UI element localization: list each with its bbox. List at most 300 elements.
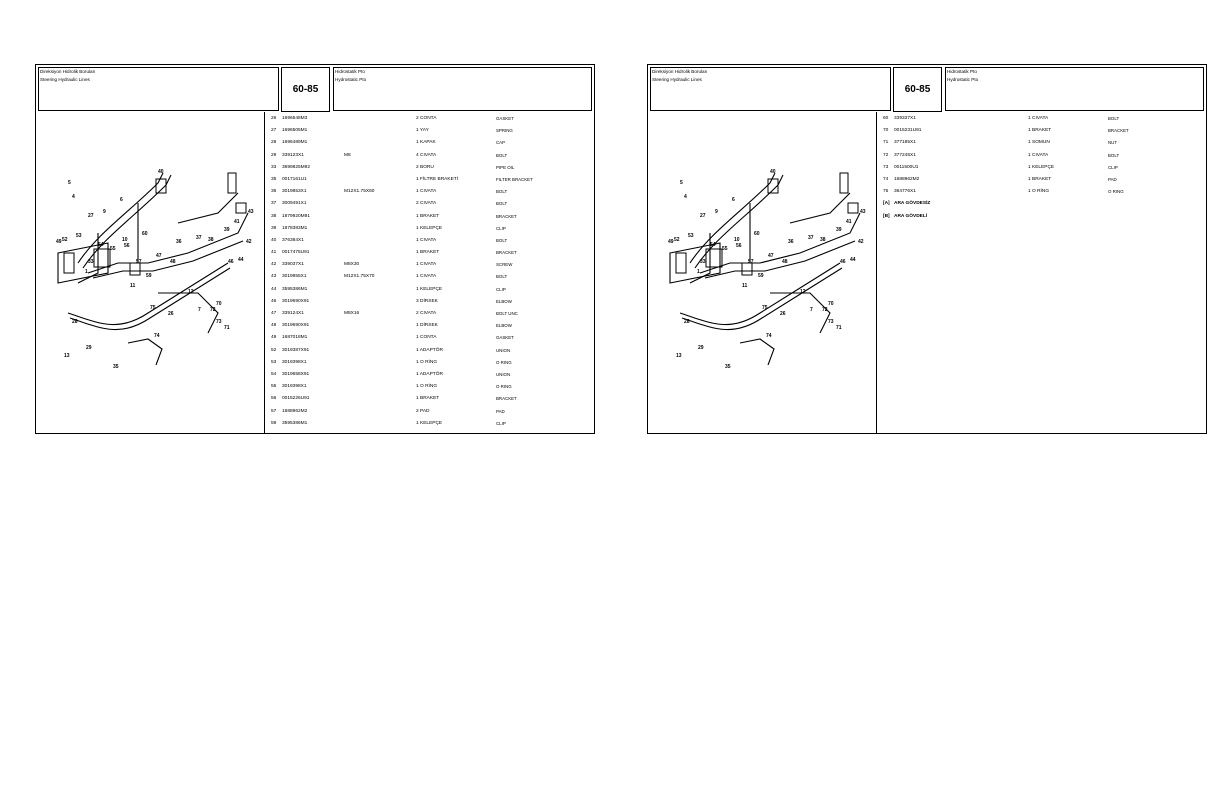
hydraulic-component (840, 173, 848, 193)
callout-label: 70 (828, 301, 834, 307)
part-number: 376384X1 (282, 237, 304, 243)
part-description-tr: 1 KELEPÇE (416, 225, 443, 231)
part-number: 339037X1 (282, 262, 304, 268)
item-number: 41 (271, 250, 277, 256)
part-number: 1688962M2 (894, 176, 920, 182)
parts-row (266, 174, 592, 186)
parts-row (878, 186, 1204, 198)
parts-row (266, 406, 592, 418)
part-number: 3019855X1 (282, 274, 307, 280)
part-description-en: CAP (496, 140, 506, 146)
item-number: 70 (883, 128, 889, 134)
callout-label: 47 (156, 253, 162, 259)
part-description-tr: 1 ADAPTÖR (416, 347, 443, 353)
parts-row (266, 113, 592, 125)
parts-row (266, 211, 592, 223)
parts-row (266, 137, 592, 149)
callout-label: 74 (154, 333, 160, 339)
item-number: 37 (271, 201, 277, 207)
parts-row (266, 357, 592, 369)
callout-label: 27 (700, 213, 706, 219)
parts-row (878, 174, 1204, 186)
part-number: 1878383M1 (282, 225, 308, 231)
callout-label: 12 (188, 289, 194, 295)
part-description-en: ELBOW (496, 298, 512, 304)
part-number: 0017475U91 (282, 250, 310, 256)
part-description-tr: 1 CIVATA (416, 237, 437, 243)
item-number: 38 (271, 213, 277, 219)
part-description-en: CLIP (496, 286, 506, 292)
part-description-tr: 1 KELEPÇE (1028, 164, 1055, 170)
hydraulic-component (228, 173, 236, 193)
callout-label: 48 (782, 259, 788, 265)
item-number: 54 (271, 371, 277, 377)
parts-row (266, 235, 592, 247)
item-number: 35 (271, 176, 277, 182)
item-number: 72 (883, 152, 889, 158)
part-description-tr: 1 SOMUN (1028, 140, 1050, 146)
callout-label: 70 (216, 301, 222, 307)
part-description-en: PAD (496, 408, 505, 414)
parts-row (878, 113, 1204, 125)
callout-label: 33 (88, 259, 94, 265)
part-description-tr: 1 O RİNG (416, 384, 438, 390)
callout-label: 33 (700, 259, 706, 265)
part-description-tr: 1 ADAPTÖR (416, 371, 443, 377)
callout-label: 41 (846, 219, 852, 225)
part-description-en: GASKET (496, 335, 514, 341)
subtitle-tr: Hidrostatik Pto (947, 69, 977, 74)
parts-row (266, 150, 592, 162)
part-number: ARA GÖVDESİZ (894, 201, 931, 207)
parts-row (266, 418, 592, 430)
part-number: 3019690X91 (282, 323, 310, 329)
part-number: 3595386M1 (282, 420, 308, 426)
callout-label: 11 (742, 283, 748, 289)
part-description-en: BOLT (1108, 116, 1120, 121)
callout-label: 73 (216, 319, 222, 325)
part-number: 1696505M1 (282, 128, 308, 134)
parts-row (266, 296, 592, 308)
part-description-en: BOLT (496, 237, 508, 243)
part-description-tr: 1 CIVATA (416, 262, 437, 268)
callout-label: 35 (725, 364, 731, 370)
parts-row (878, 211, 1204, 223)
parts-row (266, 320, 592, 332)
part-description-tr: 2 BORU (416, 164, 434, 170)
callout-label: 72 (210, 307, 216, 313)
callout-label: 26 (780, 311, 786, 317)
part-spec: M8X30 (344, 262, 360, 268)
part-description-tr: 1 BRAKET (416, 213, 440, 219)
parts-row (266, 308, 592, 320)
item-number: 56 (271, 396, 277, 402)
parts-row (878, 150, 1204, 162)
callout-label: 37 (196, 235, 202, 241)
item-number: 33 (271, 164, 277, 170)
callout-label: 1 (697, 269, 700, 275)
callout-label: 28 (72, 319, 78, 325)
part-description-en: CLIP (496, 225, 506, 231)
part-description-en: SPRING (496, 128, 513, 134)
part-number: 339123X1 (282, 152, 304, 158)
hydraulic-pipe (790, 193, 850, 223)
part-number: 0015231U91 (894, 128, 922, 134)
part-description-en: BRACKET (496, 250, 517, 256)
callout-label: 13 (676, 353, 682, 359)
part-number: 3019387X91 (282, 347, 310, 353)
part-description-en: PIPE OIL (496, 164, 515, 170)
exploded-diagram (650, 113, 874, 431)
callout-label: 46 (228, 259, 234, 265)
hydraulic-pipe (128, 339, 162, 365)
item-number: 71 (883, 140, 889, 146)
item-number: 52 (271, 347, 277, 353)
part-number: 339337X1 (894, 116, 916, 121)
part-description-tr: 1 CIVATA (416, 274, 437, 280)
item-number: 73 (883, 164, 889, 170)
hydraulic-component (236, 203, 246, 213)
part-description-tr: 1 CONTA (416, 335, 437, 341)
title-box (38, 67, 279, 111)
hydraulic-component (848, 203, 858, 213)
part-description-en: BRACKET (1108, 128, 1129, 134)
callout-label: 44 (850, 257, 856, 263)
callout-label: 43 (860, 209, 866, 215)
item-number: 49 (271, 335, 277, 341)
callout-label: 5 (680, 180, 683, 186)
part-description-en: UNION (496, 371, 511, 377)
callout-label: 49 (56, 239, 62, 245)
item-number: 47 (271, 311, 277, 316)
parts-row (266, 186, 592, 198)
parts-row (266, 332, 592, 344)
callout-label: 9 (103, 209, 106, 215)
item-number: 42 (271, 262, 277, 268)
part-spec: M12X1.75X60 (344, 189, 375, 195)
part-number: 3019398X1 (282, 384, 307, 390)
part-description-en: FILTER BRACKET (496, 176, 533, 182)
part-number: 3019853X1 (282, 189, 307, 195)
item-number: 28 (271, 140, 277, 146)
hydraulic-pipe (178, 193, 238, 223)
part-number: 0011500U1 (894, 164, 919, 170)
subtitle-box (945, 67, 1204, 111)
part-description-en: SCREW (496, 262, 513, 268)
callout-label: 1 (85, 269, 88, 275)
parts-row (266, 284, 592, 296)
callout-label: 10 (122, 237, 128, 243)
callout-label: 57 (136, 259, 142, 265)
item-number: 60 (883, 116, 889, 121)
callout-label: 42 (246, 239, 252, 245)
callout-label: 36 (176, 239, 182, 245)
callout-label: 47 (768, 253, 774, 259)
item-number: [A] (883, 201, 890, 207)
subtitle-en: Hydrostatic Pto (947, 77, 979, 82)
part-description-en: BOLT UNC (496, 311, 518, 316)
part-number: 3699825M92 (282, 164, 311, 170)
callout-label: 39 (224, 227, 230, 233)
title-box (650, 67, 891, 111)
column-divider (264, 112, 265, 433)
parts-row (878, 137, 1204, 149)
part-description-tr: 4 CIVATA (416, 152, 437, 158)
callout-label: 60 (142, 231, 148, 237)
parts-row (266, 271, 592, 283)
item-number: 43 (271, 274, 277, 280)
callout-label: 39 (836, 227, 842, 233)
callout-label: 5 (68, 180, 71, 186)
callout-label: 59 (146, 273, 152, 279)
callout-label: 11 (130, 283, 136, 289)
part-description-tr: 1 BRAKET (1028, 176, 1052, 182)
hydraulic-lines-drawing (650, 113, 874, 431)
part-description-en: BRACKET (496, 396, 517, 402)
part-description-en: BOLT (496, 152, 508, 158)
part-number: 3019398X1 (282, 359, 307, 365)
part-number: 377245X1 (894, 152, 916, 158)
parts-row (266, 198, 592, 210)
part-description-en: O RING (496, 384, 512, 390)
part-description-tr: 1 KAPAK (416, 140, 436, 146)
part-number: 1696548M3 (282, 116, 308, 121)
part-number: 3019658X91 (282, 371, 310, 377)
callout-label: 60 (754, 231, 760, 237)
callout-label: 29 (86, 345, 92, 351)
part-description-tr: 1 YAY (416, 128, 429, 134)
callout-label: 7 (198, 307, 201, 313)
item-number: 55 (271, 384, 277, 390)
part-description-en: CLIP (496, 420, 506, 426)
part-spec: M8X16 (344, 311, 360, 316)
item-number: 48 (271, 323, 277, 329)
item-number: 75 (883, 189, 889, 195)
part-number: 0015226U91 (282, 396, 310, 402)
item-number: 44 (271, 286, 277, 292)
part-number: 1687018M1 (282, 335, 308, 341)
hydraulic-pipe (158, 293, 218, 333)
title-en: Steering Hydraulic Lines (652, 77, 702, 82)
part-number: 1688962M2 (282, 408, 308, 414)
part-description-tr: 1 KELEPÇE (416, 286, 443, 292)
item-number: 40 (271, 237, 277, 243)
callout-label: 49 (668, 239, 674, 245)
column-divider (876, 112, 877, 433)
part-description-tr: 1 KELEPÇE (416, 420, 443, 426)
part-description-en: BOLT (1108, 152, 1120, 158)
page-number: 60-85 (281, 67, 330, 112)
part-spec: M12X1.75X70 (344, 274, 375, 280)
hydraulic-pipe (88, 213, 248, 273)
part-number: ARA GÖVDELİ (894, 213, 928, 219)
parts-list (878, 113, 1204, 223)
part-number: 1696489M1 (282, 140, 308, 146)
item-number: 57 (271, 408, 277, 414)
part-description-tr: 1 BRAKET (1028, 128, 1052, 134)
parts-row (266, 223, 592, 235)
subtitle-en: Hydrostatic Pto (335, 77, 367, 82)
parts-row (266, 125, 592, 137)
callout-label: 40 (158, 169, 164, 175)
parts-row (266, 393, 592, 405)
callout-label: 13 (64, 353, 70, 359)
hydraulic-pipe (770, 293, 830, 333)
parts-row (266, 259, 592, 271)
part-description-en: UNION (496, 347, 511, 353)
callout-label: 10 (734, 237, 740, 243)
part-description-tr: 2 CIVATA (416, 201, 437, 207)
callout-label: 55 (110, 246, 116, 252)
callout-label: 43 (248, 209, 254, 215)
callout-label: 72 (822, 307, 828, 313)
page-number: 60-85 (893, 67, 942, 112)
callout-label: 6 (120, 197, 123, 203)
hydraulic-pipe (740, 339, 774, 365)
callout-label: 44 (238, 257, 244, 263)
part-description-en: BOLT (496, 201, 508, 207)
part-number: 364776X1 (894, 189, 916, 195)
parts-row (878, 125, 1204, 137)
part-description-en: GASKET (496, 116, 514, 121)
callout-label: 35 (113, 364, 119, 370)
parts-row (266, 381, 592, 393)
parts-list (266, 113, 592, 430)
callout-label: 57 (748, 259, 754, 265)
part-description-en: BOLT (496, 274, 508, 280)
item-number: 59 (271, 420, 277, 426)
title-tr: Direksiyon Hidrolik Boruları (40, 69, 96, 74)
part-description-tr: 1 CIVATA (416, 189, 437, 195)
parts-sheet-left (35, 64, 595, 434)
callout-label: 54 (98, 242, 104, 248)
callout-label: 7 (810, 307, 813, 313)
part-description-tr: 1 BRAKET (416, 250, 440, 256)
part-description-tr: 3 DİRSEK (416, 298, 438, 304)
parts-row (878, 162, 1204, 174)
callout-label: 29 (698, 345, 704, 351)
parts-row (266, 345, 592, 357)
callout-label: 38 (820, 237, 826, 243)
parts-row (266, 162, 592, 174)
part-description-en: NUT (1108, 140, 1118, 146)
part-description-en: CLIP (1108, 164, 1118, 170)
part-description-tr: 2 CONTA (416, 116, 437, 121)
callout-label: 40 (770, 169, 776, 175)
callout-label: 41 (234, 219, 240, 225)
item-number: 46 (271, 298, 277, 304)
callout-label: 9 (715, 209, 718, 215)
item-number: 36 (271, 189, 277, 195)
callout-label: 48 (170, 259, 176, 265)
title-tr: Direksiyon Hidrolik Boruları (652, 69, 708, 74)
part-description-tr: 1 O RİNG (416, 359, 438, 365)
hydraulic-component (64, 253, 74, 273)
subtitle-tr: Hidrostatik Pto (335, 69, 365, 74)
part-description-en: O RING (1108, 189, 1124, 195)
part-number: 1879920M91 (282, 213, 311, 219)
item-number: 26 (271, 116, 277, 121)
part-description-en: BRACKET (496, 213, 517, 219)
part-number: 3009491X1 (282, 201, 307, 207)
callout-label: 75 (150, 305, 156, 311)
callout-label: 53 (688, 233, 694, 239)
part-description-en: O RING (496, 359, 512, 365)
part-number: 339124X1 (282, 311, 304, 316)
item-number: 53 (271, 359, 277, 365)
callout-label: 53 (76, 233, 82, 239)
parts-row (266, 247, 592, 259)
callout-label: 42 (858, 239, 864, 245)
subtitle-box (333, 67, 592, 111)
item-number: 39 (271, 225, 277, 231)
callout-label: 37 (808, 235, 814, 241)
callout-label: 4 (72, 194, 75, 200)
callout-label: 74 (766, 333, 772, 339)
callout-label: 4 (684, 194, 687, 200)
callout-label: 55 (722, 246, 728, 252)
part-description-tr: 1 BRAKET (416, 396, 440, 402)
callout-label: 26 (168, 311, 174, 317)
hydraulic-component (676, 253, 686, 273)
item-number: 74 (883, 176, 889, 182)
part-spec: M8 (344, 152, 351, 158)
parts-sheet-right (647, 64, 1207, 434)
callout-label: 56 (124, 243, 130, 249)
part-description-tr: 2 PAD (416, 408, 430, 414)
callout-label: 52 (62, 237, 68, 243)
part-description-en: PAD (1108, 176, 1117, 182)
parts-row (878, 198, 1204, 210)
callout-label: 27 (88, 213, 94, 219)
part-number: 0017161U1 (282, 176, 307, 182)
callout-label: 52 (674, 237, 680, 243)
callout-label: 73 (828, 319, 834, 325)
callout-label: 75 (762, 305, 768, 311)
hydraulic-lines-drawing (38, 113, 262, 431)
part-description-tr: 1 O RİNG (1028, 189, 1050, 195)
callout-label: 46 (840, 259, 846, 265)
callout-label: 59 (758, 273, 764, 279)
part-description-tr: 1 CIVATA (1028, 116, 1049, 121)
callout-label: 71 (224, 325, 230, 331)
callout-label: 36 (788, 239, 794, 245)
callout-label: 54 (710, 242, 716, 248)
callout-label: 71 (836, 325, 842, 331)
part-description-en: ELBOW (496, 323, 512, 329)
exploded-diagram (38, 113, 262, 431)
part-description-tr: 1 FİLTRE BRAKETİ (416, 176, 459, 182)
callout-label: 6 (732, 197, 735, 203)
callout-label: 28 (684, 319, 690, 325)
part-number: 3595386M1 (282, 286, 308, 292)
title-en: Steering Hydraulic Lines (40, 77, 90, 82)
part-description-tr: 1 DİRSEK (416, 323, 438, 329)
hydraulic-pipe (700, 213, 860, 273)
item-number: [B] (883, 213, 890, 219)
parts-row (266, 369, 592, 381)
callout-label: 56 (736, 243, 742, 249)
callout-label: 38 (208, 237, 214, 243)
callout-label: 12 (800, 289, 806, 295)
part-number: 3019690X91 (282, 298, 310, 304)
item-number: 29 (271, 152, 277, 158)
part-description-tr: 2 CIVATA (416, 311, 437, 316)
part-description-en: BOLT (496, 189, 508, 195)
part-number: 377185X1 (894, 140, 916, 146)
part-description-tr: 1 CIVATA (1028, 152, 1049, 158)
item-number: 27 (271, 128, 277, 134)
